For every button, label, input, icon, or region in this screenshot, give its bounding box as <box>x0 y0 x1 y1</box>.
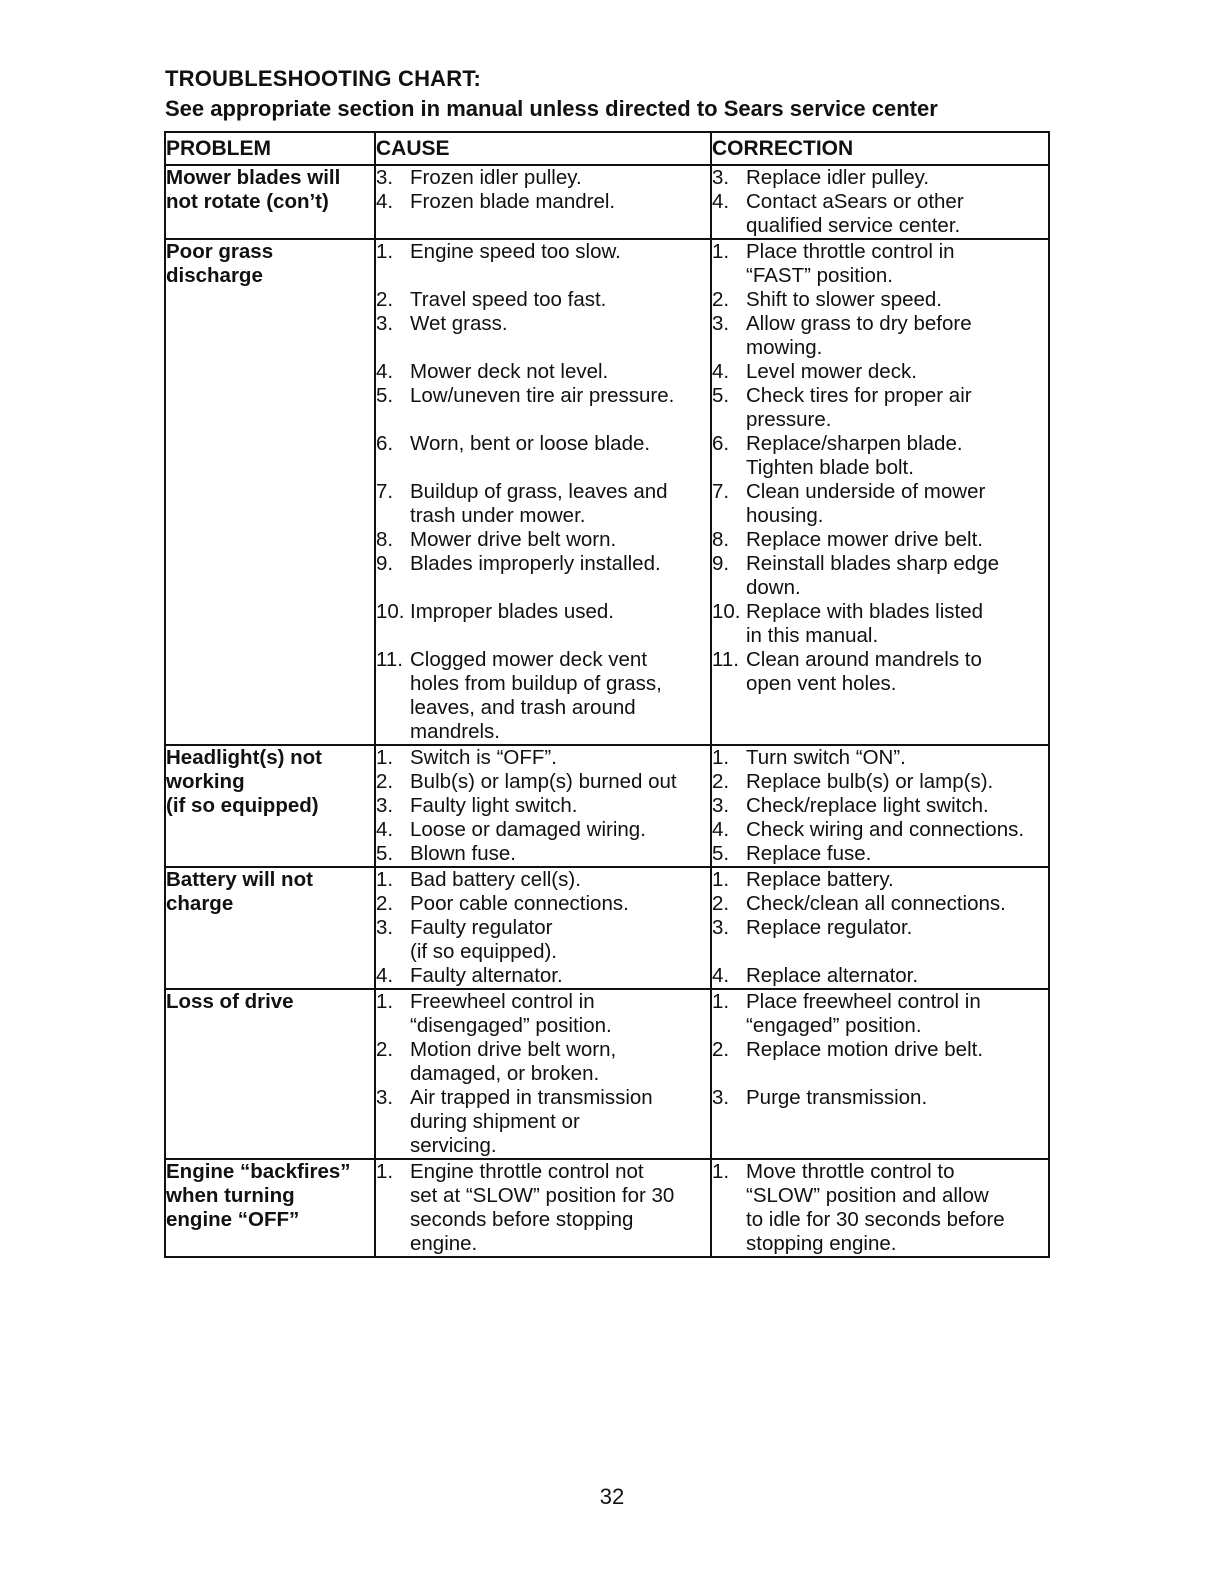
cause-item <box>376 916 710 964</box>
item-line <box>410 408 710 432</box>
item-number: 5. <box>376 384 394 407</box>
item-line: Travel speed too fast. <box>410 288 607 311</box>
item-number: 2. <box>712 892 730 915</box>
item-number: 1. <box>376 990 394 1013</box>
cause-item <box>376 528 710 552</box>
correction-item <box>712 1086 1048 1110</box>
item-line: (if so equipped). <box>410 940 558 963</box>
item-number: 5. <box>712 842 730 865</box>
cause-item <box>376 600 710 648</box>
item-line: Worn, bent or loose blade. <box>410 432 651 455</box>
item-number: 10. <box>712 600 741 623</box>
item-line: set at “SLOW” position for 30 <box>410 1184 675 1207</box>
troubleshooting-table <box>164 131 1050 1258</box>
cause-item <box>376 480 710 528</box>
problem-cell <box>165 239 375 745</box>
table-row <box>165 165 1049 239</box>
header-problem: PROBLEM <box>165 132 375 165</box>
correction-item <box>712 288 1048 312</box>
item-number: 2. <box>376 892 394 915</box>
problem-text: Headlight(s) not <box>166 746 323 769</box>
problem-text: Poor grass <box>166 240 274 263</box>
item-text <box>410 552 710 600</box>
item-line: Freewheel control in <box>410 990 595 1013</box>
item-line: Wet grass. <box>410 312 508 335</box>
item-line: Replace motion drive belt. <box>746 1038 984 1061</box>
cause-item <box>376 190 710 214</box>
problem-cell <box>165 1159 375 1257</box>
item-text <box>746 868 1048 892</box>
item-line: Clogged mower deck vent <box>410 648 648 671</box>
item-line: Mower drive belt worn. <box>410 528 617 551</box>
problem-cell <box>165 867 375 989</box>
item-line: Place throttle control in <box>746 240 955 263</box>
correction-cell <box>711 745 1049 867</box>
item-line: Blown fuse. <box>410 842 516 865</box>
item-line: Bulb(s) or lamp(s) burned out <box>410 770 677 793</box>
correction-item <box>712 990 1048 1038</box>
item-number: 2. <box>712 1038 730 1061</box>
item-number: 1. <box>376 746 394 769</box>
item-text <box>410 842 710 866</box>
item-line: servicing. <box>410 1134 497 1157</box>
cause-cell <box>375 989 711 1159</box>
item-number: 1. <box>376 1160 394 1183</box>
item-text <box>746 770 1048 794</box>
correction-item <box>712 842 1048 866</box>
item-number: 3. <box>712 794 730 817</box>
item-text <box>746 240 1048 288</box>
problem-text: Battery will not <box>166 868 313 891</box>
item-line: Improper blades used. <box>410 600 614 623</box>
correction-item <box>712 1160 1048 1256</box>
correction-item <box>712 746 1048 770</box>
item-line: Shift to slower speed. <box>746 288 942 311</box>
item-text <box>410 1086 710 1158</box>
header-cause: CAUSE <box>375 132 711 165</box>
item-line <box>410 576 710 600</box>
item-line: “FAST” position. <box>746 264 893 287</box>
item-line: Tighten blade bolt. <box>746 456 914 479</box>
item-number: 1. <box>712 1160 730 1183</box>
cause-cell <box>375 165 711 239</box>
item-text <box>410 892 710 916</box>
cause-item <box>376 384 710 432</box>
item-line: Replace fuse. <box>746 842 872 865</box>
item-line: Poor cable connections. <box>410 892 629 915</box>
cause-item <box>376 964 710 988</box>
item-line: Check/replace light switch. <box>746 794 989 817</box>
item-text <box>410 166 710 190</box>
item-text <box>410 384 710 432</box>
cause-item <box>376 794 710 818</box>
item-line: Move throttle control to <box>746 1160 955 1183</box>
problem-cell <box>165 989 375 1159</box>
correction-item <box>712 794 1048 818</box>
item-line: Mower deck not level. <box>410 360 609 383</box>
item-text <box>746 746 1048 770</box>
item-number: 2. <box>712 770 730 793</box>
item-line: “disengaged” position. <box>410 1014 612 1037</box>
item-text <box>746 1160 1048 1256</box>
chart-title: TROUBLESHOOTING CHART: <box>165 66 482 91</box>
table-row <box>165 989 1049 1159</box>
item-line: Replace battery. <box>746 868 894 891</box>
item-line <box>746 1062 1048 1086</box>
item-line: Blades improperly installed. <box>410 552 661 575</box>
cause-item <box>376 1160 710 1256</box>
table-row <box>165 745 1049 867</box>
item-line: Reinstall blades sharp edge <box>746 552 999 575</box>
item-number: 5. <box>712 384 730 407</box>
item-number: 1. <box>712 240 730 263</box>
item-number: 4. <box>376 360 394 383</box>
item-text <box>746 552 1048 600</box>
item-text <box>410 818 710 842</box>
item-number: 1. <box>712 990 730 1013</box>
correction-cell <box>711 1159 1049 1257</box>
item-text <box>410 360 710 384</box>
problem-text: charge <box>166 892 234 915</box>
item-number: 4. <box>712 360 730 383</box>
item-line: Check/clean all connections. <box>746 892 1006 915</box>
item-line: Bad battery cell(s). <box>410 868 581 891</box>
item-number: 3. <box>712 916 730 939</box>
item-number: 4. <box>376 190 394 213</box>
problem-text: Engine “backfires” <box>166 1160 351 1183</box>
item-text <box>746 480 1048 528</box>
item-line: engine. <box>410 1232 478 1255</box>
item-line: Air trapped in transmission <box>410 1086 653 1109</box>
item-line: Faulty light switch. <box>410 794 578 817</box>
item-number: 3. <box>712 166 730 189</box>
table-row <box>165 867 1049 989</box>
item-text <box>410 868 710 892</box>
item-line: Faulty regulator <box>410 916 553 939</box>
item-text <box>746 990 1048 1038</box>
item-line: Replace mower drive belt. <box>746 528 983 551</box>
item-line: Loose or damaged wiring. <box>410 818 646 841</box>
cause-item <box>376 868 710 892</box>
cause-item <box>376 746 710 770</box>
item-text <box>746 648 1048 696</box>
item-line: Replace idler pulley. <box>746 166 930 189</box>
item-line: pressure. <box>746 408 832 431</box>
item-number: 6. <box>376 432 394 455</box>
item-number: 3. <box>376 312 394 335</box>
item-number: 4. <box>712 964 730 987</box>
item-number: 11. <box>712 648 739 671</box>
item-text <box>410 990 710 1038</box>
item-number: 2. <box>712 288 730 311</box>
item-number: 2. <box>376 288 394 311</box>
item-line: in this manual. <box>746 624 879 647</box>
cause-item <box>376 240 710 288</box>
item-text <box>410 240 710 288</box>
cause-item <box>376 770 710 794</box>
cause-item <box>376 1038 710 1086</box>
item-number: 1. <box>376 240 394 263</box>
cause-item <box>376 288 710 312</box>
item-text <box>746 892 1048 916</box>
item-number: 6. <box>712 432 730 455</box>
problem-text: Mower blades will <box>166 166 341 189</box>
item-line: Clean around mandrels to <box>746 648 982 671</box>
item-line: Buildup of grass, leaves and <box>410 480 668 503</box>
correction-item <box>712 360 1048 384</box>
item-text <box>746 1038 1048 1086</box>
item-line: qualified service center. <box>746 214 961 237</box>
item-line: damaged, or broken. <box>410 1062 600 1085</box>
item-line: Engine speed too slow. <box>410 240 621 263</box>
item-number: 9. <box>712 552 730 575</box>
item-line: Replace/sharpen blade. <box>746 432 963 455</box>
table-row <box>165 1159 1049 1257</box>
item-number: 3. <box>376 916 394 939</box>
problem-text: working <box>166 770 245 793</box>
item-number: 9. <box>376 552 394 575</box>
item-number: 3. <box>712 1086 730 1109</box>
item-text <box>746 1086 1048 1110</box>
item-text <box>746 360 1048 384</box>
item-number: 4. <box>712 818 730 841</box>
item-line: trash under mower. <box>410 504 586 527</box>
item-text <box>746 964 1048 988</box>
item-number: 10. <box>376 600 405 623</box>
correction-item <box>712 916 1048 964</box>
cause-cell <box>375 239 711 745</box>
item-text <box>410 528 710 552</box>
item-text <box>746 600 1048 648</box>
item-line: housing. <box>746 504 824 527</box>
correction-cell <box>711 165 1049 239</box>
item-line: Purge transmission. <box>746 1086 928 1109</box>
item-text <box>746 384 1048 432</box>
cause-item <box>376 842 710 866</box>
item-text <box>410 916 710 964</box>
item-line: open vent holes. <box>746 672 897 695</box>
item-line: Replace alternator. <box>746 964 919 987</box>
item-number: 3. <box>376 1086 394 1109</box>
correction-item <box>712 964 1048 988</box>
item-text <box>746 166 1048 190</box>
item-line: Frozen blade mandrel. <box>410 190 616 213</box>
correction-item <box>712 528 1048 552</box>
cause-item <box>376 552 710 600</box>
item-number: 3. <box>712 312 730 335</box>
item-number: 4. <box>376 964 394 987</box>
item-text <box>746 842 1048 866</box>
item-number: 7. <box>712 480 730 503</box>
item-line: Level mower deck. <box>746 360 917 383</box>
cause-item <box>376 360 710 384</box>
item-number: 3. <box>376 794 394 817</box>
problem-text: discharge <box>166 264 263 287</box>
correction-item <box>712 868 1048 892</box>
correction-item <box>712 312 1048 360</box>
item-line: Engine throttle control not <box>410 1160 644 1183</box>
cause-item <box>376 312 710 360</box>
item-number: 1. <box>376 868 394 891</box>
item-line <box>410 336 710 360</box>
item-text <box>410 288 710 312</box>
item-number: 11. <box>376 648 403 671</box>
item-line: leaves, and trash around <box>410 696 636 719</box>
item-line: holes from buildup of grass, <box>410 672 662 695</box>
item-line: Motion drive belt worn, <box>410 1038 617 1061</box>
item-line: Faulty alternator. <box>410 964 563 987</box>
page-number: 32 <box>599 1484 625 1509</box>
problem-text: when turning <box>166 1184 295 1207</box>
correction-item <box>712 384 1048 432</box>
cause-item <box>376 166 710 190</box>
item-line: Contact aSears or other <box>746 190 964 213</box>
item-number: 8. <box>376 528 394 551</box>
cause-cell <box>375 745 711 867</box>
item-text <box>410 1160 710 1256</box>
item-line: Replace with blades listed <box>746 600 984 623</box>
item-number: 2. <box>376 770 394 793</box>
chart-subtitle: See appropriate section in manual unless directed to Sears service center <box>165 96 938 121</box>
item-line: down. <box>746 576 801 599</box>
item-text <box>410 600 710 648</box>
item-number: 7. <box>376 480 394 503</box>
item-text <box>410 312 710 360</box>
item-line: Frozen idler pulley. <box>410 166 582 189</box>
item-number: 4. <box>376 818 394 841</box>
cause-cell <box>375 1159 711 1257</box>
item-number: 8. <box>712 528 730 551</box>
correction-item <box>712 892 1048 916</box>
cause-item <box>376 1086 710 1158</box>
item-line: Low/uneven tire air pressure. <box>410 384 675 407</box>
item-text <box>746 916 1048 964</box>
correction-item <box>712 552 1048 600</box>
correction-item <box>712 600 1048 648</box>
item-text <box>410 190 710 214</box>
correction-item <box>712 190 1048 238</box>
item-number: 4. <box>712 190 730 213</box>
item-line: stopping engine. <box>746 1232 897 1255</box>
item-text <box>746 190 1048 238</box>
item-text <box>746 528 1048 552</box>
correction-cell <box>711 867 1049 989</box>
item-line <box>410 624 710 648</box>
item-line: to idle for 30 seconds before <box>746 1208 1005 1231</box>
table-body <box>165 165 1049 1257</box>
correction-cell <box>711 989 1049 1159</box>
item-line: Check wiring and connections. <box>746 818 1025 841</box>
correction-item <box>712 240 1048 288</box>
item-text <box>410 480 710 528</box>
cause-item <box>376 892 710 916</box>
problem-text: (if so equipped) <box>166 794 319 817</box>
correction-item <box>712 432 1048 480</box>
correction-item <box>712 1038 1048 1086</box>
item-line <box>410 456 710 480</box>
correction-item <box>712 166 1048 190</box>
item-line: Clean underside of mower <box>746 480 986 503</box>
item-text <box>410 770 710 794</box>
item-text <box>746 432 1048 480</box>
item-text <box>746 288 1048 312</box>
correction-item <box>712 480 1048 528</box>
item-line: Replace regulator. <box>746 916 913 939</box>
item-text <box>746 818 1048 842</box>
item-line: “SLOW” position and allow <box>746 1184 989 1207</box>
cause-item <box>376 818 710 842</box>
item-text <box>410 964 710 988</box>
item-text <box>410 746 710 770</box>
cause-item <box>376 648 710 744</box>
problem-text: not rotate (con’t) <box>166 190 329 213</box>
header-correction: CORRECTION <box>711 132 1049 165</box>
item-line: seconds before stopping <box>410 1208 634 1231</box>
item-number: 2. <box>376 1038 394 1061</box>
problem-text: Loss of drive <box>166 990 294 1013</box>
cause-item <box>376 432 710 480</box>
item-line: Switch is “OFF”. <box>410 746 557 769</box>
item-number: 1. <box>712 868 730 891</box>
item-text <box>410 1038 710 1086</box>
item-text <box>410 432 710 480</box>
item-line: mandrels. <box>410 720 501 743</box>
item-number: 3. <box>376 166 394 189</box>
item-text <box>410 648 710 744</box>
item-line: during shipment or <box>410 1110 580 1133</box>
correction-item <box>712 648 1048 696</box>
item-text <box>410 794 710 818</box>
problem-cell <box>165 745 375 867</box>
correction-cell <box>711 239 1049 745</box>
cause-item <box>376 990 710 1038</box>
item-line: Replace bulb(s) or lamp(s). <box>746 770 994 793</box>
item-number: 5. <box>376 842 394 865</box>
item-line: Turn switch “ON”. <box>746 746 906 769</box>
correction-item <box>712 770 1048 794</box>
table-row <box>165 239 1049 745</box>
correction-item <box>712 818 1048 842</box>
item-line: Check tires for proper air <box>746 384 972 407</box>
problem-cell <box>165 165 375 239</box>
problem-text: engine “OFF” <box>166 1208 300 1231</box>
item-line <box>746 940 1048 964</box>
item-text <box>746 794 1048 818</box>
item-text <box>746 312 1048 360</box>
item-line <box>410 264 710 288</box>
item-line: “engaged” position. <box>746 1014 922 1037</box>
cause-cell <box>375 867 711 989</box>
item-line: Place freewheel control in <box>746 990 981 1013</box>
table-header-row <box>165 132 1049 165</box>
item-number: 1. <box>712 746 730 769</box>
item-line: mowing. <box>746 336 823 359</box>
item-line: Allow grass to dry before <box>746 312 972 335</box>
